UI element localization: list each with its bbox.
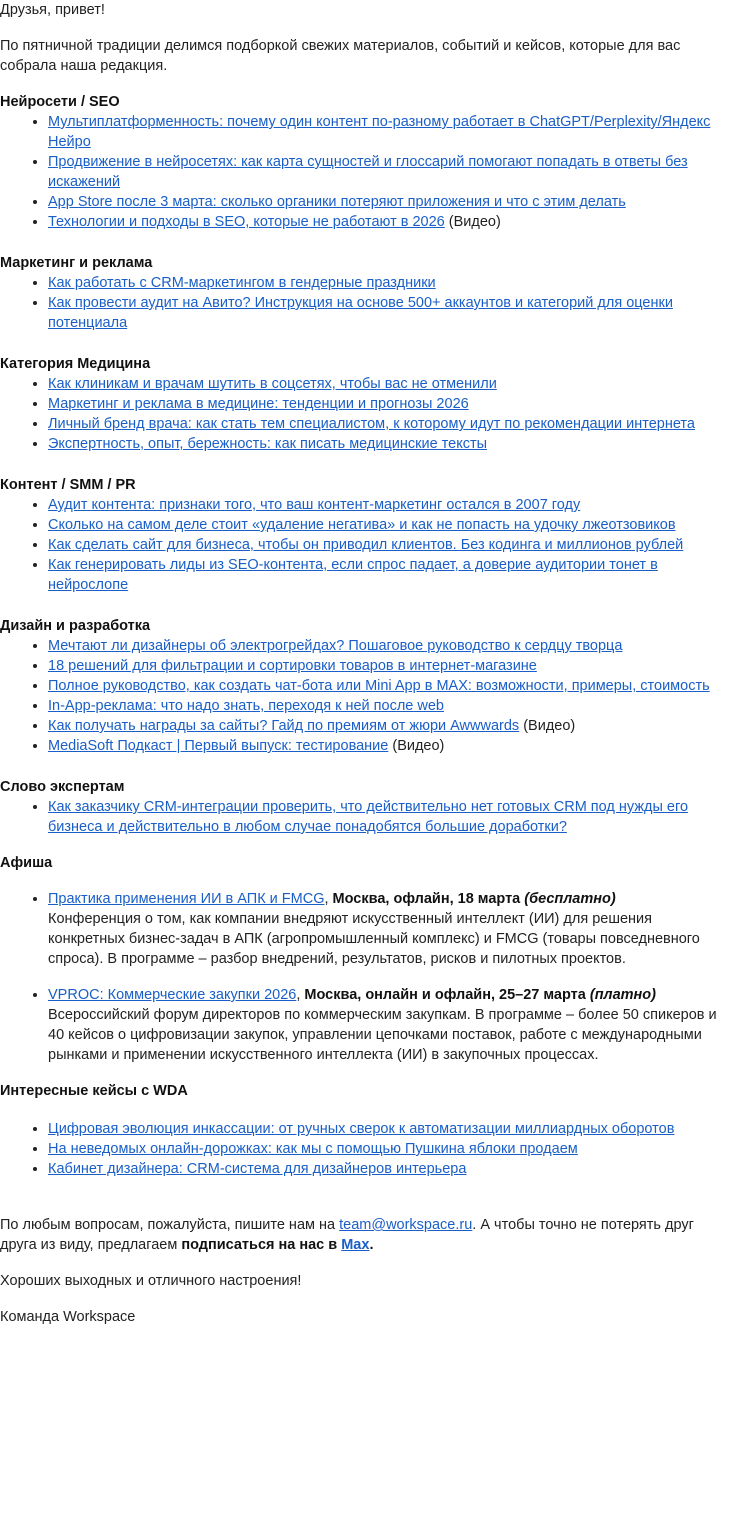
- article-link[interactable]: Сколько на самом деле стоит «удаление негатива» и как не попасть на удочку лжеотзовиков: [48, 517, 676, 533]
- article-link[interactable]: Полное руководство, как создать чат-бота или Mini App в MAX: возможности, примеры, стоимость: [48, 678, 710, 694]
- article-link[interactable]: Мечтают ли дизайнеры об электрогрейдах? Пошаговое руководство к сердцу творца: [48, 638, 623, 654]
- list-item: [48, 636, 724, 656]
- cases-list: [0, 1119, 734, 1179]
- article-link[interactable]: Технологии и подходы в SEO, которые не работают в 2026: [48, 214, 445, 230]
- case-link[interactable]: На неведомых онлайн-дорожках: как мы с помощью Пушкина яблоки продаем: [48, 1141, 578, 1157]
- article-link[interactable]: Как генерировать лиды из SEO-контента, если спрос падает, а доверие аудитории тонет в нейрослопе: [48, 557, 658, 593]
- section-list: [0, 112, 734, 232]
- section-block: [0, 616, 734, 756]
- afisha-section: [0, 853, 734, 1065]
- section-list: [0, 374, 734, 454]
- article-link[interactable]: Как провести аудит на Авито? Инструкция на основе 500+ аккаунтов и категорий для оценки потенциала: [48, 295, 673, 331]
- article-note: (Видео): [519, 718, 576, 734]
- article-link[interactable]: Личный бренд врача: как стать тем специалистом, к которому идут по рекомендации интернета: [48, 416, 695, 432]
- section-block: [0, 253, 734, 333]
- list-item: [48, 394, 724, 414]
- subscribe-text: подписаться на нас в: [181, 1237, 342, 1253]
- article-link[interactable]: 18 решений для фильтрации и сортировки товаров в интернет-магазине: [48, 658, 537, 674]
- event-separator: ,: [324, 891, 333, 907]
- list-item: [48, 152, 724, 192]
- article-note: (Видео): [444, 214, 501, 230]
- sections: [0, 92, 734, 837]
- section-title: Контент / SMM / PR: [0, 477, 136, 493]
- section-title-cases: Интересные кейсы с WDA: [0, 1083, 188, 1099]
- section-block: [0, 475, 734, 595]
- list-item: [48, 716, 724, 736]
- section-title-afisha: Афиша: [0, 855, 53, 871]
- list-item: [48, 515, 724, 535]
- list-item: [48, 495, 724, 515]
- list-item: [48, 414, 724, 434]
- case-link[interactable]: Цифровая эволюция инкассации: от ручных сверок к автоматизации миллиардных оборотов: [48, 1121, 675, 1137]
- article-link[interactable]: Маркетинг и реклама в медицине: тенденции и прогнозы 2026: [48, 396, 469, 412]
- section-title: Дизайн и разработка: [0, 618, 151, 634]
- article-note: (Видео): [388, 738, 445, 754]
- case-link[interactable]: Кабинет дизайнера: CRM-система для дизайнеров интерьера: [48, 1161, 467, 1177]
- footer-contact: [0, 1215, 720, 1255]
- list-item: [48, 797, 724, 837]
- list-item: [48, 212, 724, 232]
- event-link[interactable]: Практика применения ИИ в АПК и FMCG: [48, 891, 325, 907]
- list-item: [48, 192, 724, 212]
- greeting: Друзья, привет!: [0, 2, 105, 18]
- list-item: [48, 1139, 724, 1159]
- article-link[interactable]: Как клиникам и врачам шутить в соцсетях, чтобы вас не отменили: [48, 376, 497, 392]
- section-list: [0, 636, 734, 756]
- event-separator: ,: [296, 987, 305, 1003]
- article-link[interactable]: Как заказчику CRM-интеграции проверить, что действительно нет готовых CRM под нужды его бизнеса и действительно в любом случае понадобятся большие доработки?: [48, 799, 689, 835]
- footer-wish: Хороших выходных и отличного настроения!: [0, 1273, 302, 1289]
- event-location: Москва, онлайн и офлайн, 25–27 марта: [304, 987, 586, 1003]
- list-item: [48, 1159, 724, 1179]
- article-link[interactable]: App Store после 3 марта: сколько органики потеряют приложения и что с этим делать: [48, 194, 626, 210]
- section-title: Нейросети / SEO: [0, 94, 120, 110]
- article-link[interactable]: Экспертность, опыт, бережность: как писать медицинские тексты: [48, 436, 488, 452]
- section-block: [0, 777, 734, 837]
- article-link[interactable]: Продвижение в нейросетях: как карта сущностей и глоссарий помогают попадать в ответы без искажений: [48, 154, 688, 190]
- list-item: [48, 656, 724, 676]
- section-title: Маркетинг и реклама: [0, 255, 153, 271]
- section-title: Слово экспертам: [0, 779, 125, 795]
- list-item: [48, 434, 724, 454]
- footer-text: По любым вопросам, пожалуйста, пишите нам на: [0, 1217, 340, 1233]
- intro-text: По пятничной традиции делимся подборкой свежих материалов, событий и кейсов, которые для вас собрала наша редакция.: [0, 38, 681, 74]
- cases-section: [0, 1081, 734, 1179]
- list-item: [48, 112, 724, 152]
- section-block: [0, 92, 734, 232]
- list-item: [48, 293, 724, 333]
- article-link[interactable]: In-App-реклама: что надо знать, переходя к ней после web: [48, 698, 444, 714]
- footer-dot: .: [369, 1237, 374, 1253]
- article-link[interactable]: MediaSoft Подкаст | Первый выпуск: тестирование: [48, 738, 389, 754]
- event-location: Москва, офлайн, 18 марта: [332, 891, 521, 907]
- afisha-list: [0, 889, 734, 1065]
- list-item: [48, 273, 724, 293]
- section-block: [0, 354, 734, 454]
- event-price: (платно): [589, 987, 656, 1003]
- email-link[interactable]: team@workspace.ru: [339, 1217, 473, 1233]
- list-item: [48, 736, 724, 756]
- list-item: [48, 676, 724, 696]
- event-price: (бесплатно): [524, 891, 616, 907]
- event-link[interactable]: VPROC: Коммерческие закупки 2026: [48, 987, 297, 1003]
- event-item: [48, 889, 724, 969]
- section-list: [0, 797, 734, 837]
- article-link[interactable]: Аудит контента: признаки того, что ваш контент-маркетинг остался в 2007 году: [48, 497, 581, 513]
- article-link[interactable]: Как работать с CRM-маркетингом в гендерные праздники: [48, 275, 436, 291]
- list-item: [48, 696, 724, 716]
- list-item: [48, 1119, 724, 1139]
- max-link[interactable]: Max: [341, 1237, 370, 1253]
- list-item: [48, 555, 724, 595]
- section-title: Категория Медицина: [0, 356, 151, 372]
- footer-text: . А чтобы точно не потерять друг друга из виду, предлагаем: [0, 1217, 694, 1253]
- section-list: [0, 495, 734, 595]
- list-item: [48, 535, 724, 555]
- event-description: Всероссийский форум директоров по коммерческим закупкам. В программе – более 50 спикеров и 40 кейсов о цифровизации закупок, управлении цепочками поставок, работе с международными рынками и применении искусственного интеллекта (ИИ) в закупочных процессах.: [48, 1007, 717, 1063]
- section-list: [0, 273, 734, 333]
- article-link[interactable]: Как сделать сайт для бизнеса, чтобы он приводил клиентов. Без кодинга и миллионов рублей: [48, 537, 684, 553]
- list-item: [48, 374, 724, 394]
- article-link[interactable]: Мультиплатформенность: почему один контент по-разному работает в ChatGPT/Perplexity/Яндекс Нейро: [48, 114, 711, 150]
- event-description: Конференция о том, как компании внедряют искусственный интеллект (ИИ) для решения конкретных бизнес-задач в АПК (агропромышленный комплекс) и FMCG (товары повседневного спроса). В программе – разбор внедрений, результатов, рисков и пилотных проектов.: [48, 911, 700, 967]
- article-link[interactable]: Как получать награды за сайты? Гайд по премиям от жюри Awwwards: [48, 718, 520, 734]
- footer-signature: Команда Workspace: [0, 1309, 136, 1325]
- event-item: [48, 985, 724, 1065]
